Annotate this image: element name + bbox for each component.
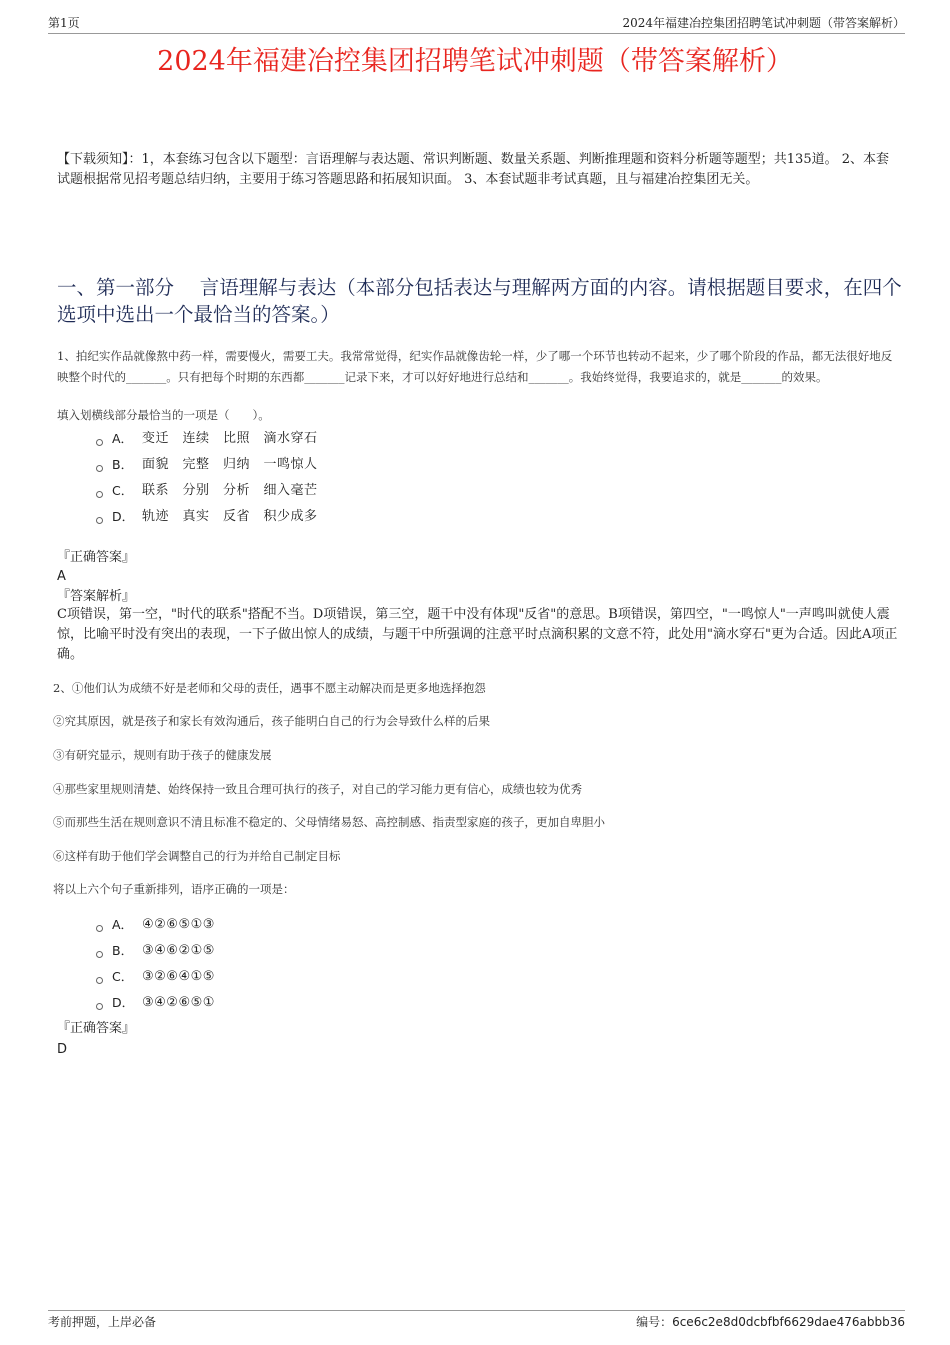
question-2-prompt: 将以上六个句子重新排列，语序正确的一项是： [53,882,295,896]
radio-button[interactable] [96,439,103,446]
section-heading: 一、第一部分 言语理解与表达（本部分包括表达与理解两方面的内容。请根据题目要求，在四个选项中选出一个最恰当的答案。） [57,276,902,326]
question-1-option-a[interactable] [96,426,318,452]
question-2-sentence-6: ⑥这样有助于他们学会调整自己的行为并给自己制定目标 [53,849,341,863]
option-text: ③④②⑥⑤① [142,995,215,1010]
question-1-option-c[interactable] [96,478,318,504]
question-2-answer: D [57,1042,68,1057]
page-footer [48,1310,905,1329]
question-2-option-b[interactable] [96,938,215,964]
option-letter: B． [112,457,134,472]
radio-button[interactable] [96,465,103,472]
question-1-analysis: C项错误，第一空，"时代的联系"搭配不当。D项错误，第三空，题干中没有体现"反省"的意思。B项错误，第四空，"一鸣惊人"一声鸣叫就使人震惊，比喻平时没有突出的表现，一下子做出惊人的成绩，与题干中所强调的注意平时点滴积累的文意不符，此处用"滴水穿石"更为合适。因此A项正确。 [57,607,898,662]
download-notice: 【下载须知】：1，本套练习包含以下题型：言语理解与表达题、常识判断题、数量关系题、判断推理题和资料分析题等题型；共135道。 2、本套试题根据常见招考题总结归纳，主要用于练习答题思路和拓展知识面。 3、本套试题非考试真题，且与福建冶控集团无关。 [57,152,889,187]
footer-code-label: 编号： [636,1315,673,1329]
footer-slogan: 考前押题，上岸必备 [48,1315,157,1329]
option-letter: C． [112,969,134,984]
option-text: 联系 分别 分析 细入毫芒 [142,483,318,498]
option-letter: B． [112,943,134,958]
question-2-option-c[interactable] [96,964,215,990]
radio-button[interactable] [96,517,103,524]
question-2-answer-label: 『正确答案』 [57,1021,136,1036]
option-text: 轨迹 真实 反省 积少成多 [142,509,318,524]
option-text: 变迁 连续 比照 滴水穿石 [142,431,318,446]
question-1-analysis-label: 『答案解析』 [57,589,136,604]
question-2-option-a[interactable] [96,912,215,938]
question-2-option-d[interactable] [96,990,215,1016]
footer-code [636,1312,905,1332]
question-1-prompt: 填入划横线部分最恰当的一项是（ ）。 [57,408,270,422]
page-header [48,14,905,34]
footer-code-value: 6ce6c2e8d0dcbfbf6629dae476abbb36 [672,1315,905,1329]
question-2-sentence-1: 2、①他们认为成绩不好是老师和父母的责任，遇事不愿主动解决而是更多地选择抱怨 [53,681,486,695]
question-2-options [96,912,215,1016]
question-1-options [96,426,318,530]
question-1-answer: A [57,569,66,584]
option-letter: D． [112,509,135,524]
document-title: 2024年福建冶控集团招聘笔试冲刺题（带答案解析） [157,46,793,77]
radio-button[interactable] [96,925,103,932]
option-text: ③④⑥②①⑤ [142,943,215,958]
page-number: 第1页 [48,16,80,30]
radio-button[interactable] [96,951,103,958]
option-letter: A． [112,917,134,932]
option-text: ④②⑥⑤①③ [142,917,215,932]
question-1-option-b[interactable] [96,452,318,478]
option-letter: C． [112,483,134,498]
question-2-sentence-3: ③有研究显示，规则有助于孩子的健康发展 [53,748,272,762]
question-2-sentence-2: ②究其原因，就是孩子和家长有效沟通后，孩子能明白自己的行为会导致什么样的后果 [53,714,490,728]
question-2-sentence-5: ⑤而那些生活在规则意识不清且标准不稳定的、父母情绪易怒、高控制感、指责型家庭的孩子，更加自卑胆小 [53,815,605,829]
radio-button[interactable] [96,491,103,498]
question-2-sentence-4: ④那些家里规则清楚、始终保持一致且合理可执行的孩子，对自己的学习能力更有信心，成绩也较为优秀 [53,782,582,796]
radio-button[interactable] [96,1003,103,1010]
option-letter: A． [112,431,134,446]
radio-button[interactable] [96,977,103,984]
option-text: ③②⑥④①⑤ [142,969,215,984]
question-1-option-d[interactable] [96,504,318,530]
question-1-answer-label: 『正确答案』 [57,550,136,565]
question-1-stem: 1、拍纪实作品就像熬中药一样，需要慢火，需要工夫。我常常觉得，纪实作品就像齿轮一样，少了哪一个环节也转动不起来，少了哪个阶段的作品，都无法很好地反映整个时代的_______。只有把每个时期的东西都_______记录下来，才可以好好地进行总结和_______。我始终觉得，我要追求的，就是_______的效果。 [57,349,893,384]
option-text: 面貌 完整 归纳 一鸣惊人 [142,457,318,472]
option-letter: D． [112,995,135,1010]
header-doc-title: 2024年福建冶控集团招聘笔试冲刺题（带答案解析） [622,16,905,30]
